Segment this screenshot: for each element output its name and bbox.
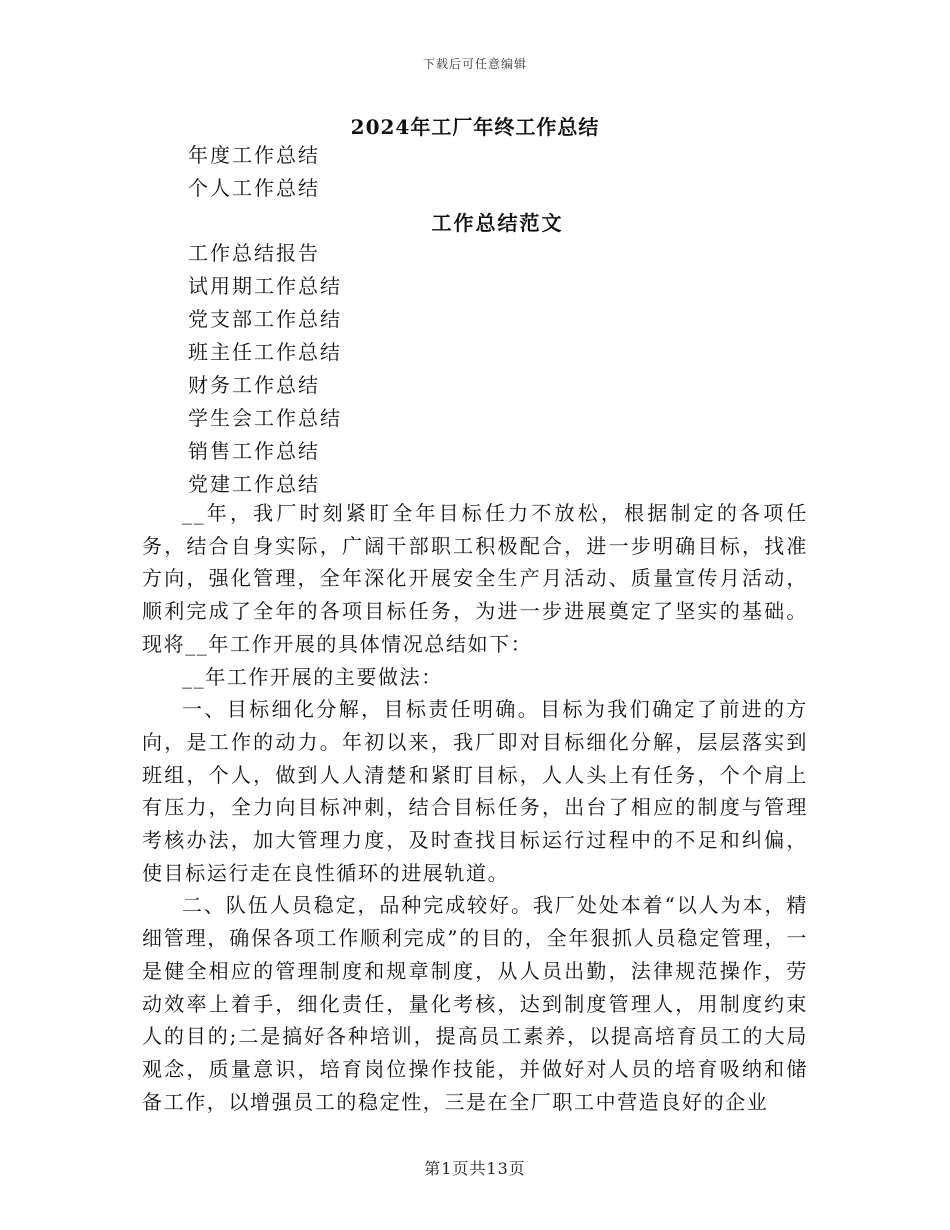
related-link-item: 党支部工作总结 bbox=[188, 307, 342, 331]
related-link-item: 学生会工作总结 bbox=[188, 406, 342, 430]
related-link-item: 党建工作总结 bbox=[188, 472, 320, 496]
document-title: 2024年工厂年终工作总结 bbox=[350, 115, 600, 139]
related-link-item: 销售工作总结 bbox=[188, 439, 320, 463]
related-link-item: 财务工作总结 bbox=[188, 373, 320, 397]
body-paragraph: __年工作开展的主要做法： bbox=[182, 664, 443, 689]
related-links-list bbox=[188, 237, 342, 501]
related-link-item: 工作总结报告 bbox=[188, 241, 320, 265]
body-text bbox=[142, 497, 808, 1118]
related-links-list bbox=[188, 139, 320, 205]
related-link-item: 试用期工作总结 bbox=[188, 274, 342, 298]
body-paragraph: 二、队伍人员稳定，品种完成较好。我厂处处本着“以人为本，精细管理，确保各项工作顺利完成”的目的，全年狠抓人员稳定管理，一是健全相应的管理制度和规章制度，从人员出勤，法律规范操作，劳动效率上着手，细化责任，量化考核，达到制度管理人，用制度约束人的目的;二是搞好各种培训，提高员工素养，以提高培育员工的大局观念，质量意识，培育岗位操作技能，并做好对人员的培育吸纳和储备工作，以增强员工的稳定性，三是在全厂职工中营造良好的企业 bbox=[142, 893, 808, 1114]
page-number: 第1页共13页 bbox=[424, 1159, 526, 1178]
related-link-item: 个人工作总结 bbox=[188, 176, 320, 200]
related-link-item: 年度工作总结 bbox=[188, 143, 320, 167]
section-title: 工作总结范文 bbox=[431, 211, 564, 235]
header-note: 下载后可任意编辑 bbox=[422, 57, 527, 71]
body-paragraph: 一、目标细化分解，目标责任明确。目标为我们确定了前进的方向，是工作的动力。年初以来，我厂即对目标细化分解，层层落实到班组，个人，做到人人清楚和紧盯目标，人人头上有任务，个个肩上有压力，全力向目标冲刺，结合目标任务，出台了相应的制度与管理考核办法，加大管理力度，及时查找目标运行过程中的不足和纠偏，使目标运行走在良性循环的进展轨道。 bbox=[142, 697, 808, 885]
body-paragraph: __年，我厂时刻紧盯全年目标任力不放松，根据制定的各项任务，结合自身实际，广阔干部职工积极配合，进一步明确目标，找准方向，强化管理，全年深化开展安全生产月活动、质量宣传月活动，顺利完成了全年的各项目标任务，为进一步进展奠定了坚实的基础。现将__年工作开展的具体情况总结如下： bbox=[142, 501, 808, 656]
related-link-item: 班主任工作总结 bbox=[188, 340, 342, 364]
